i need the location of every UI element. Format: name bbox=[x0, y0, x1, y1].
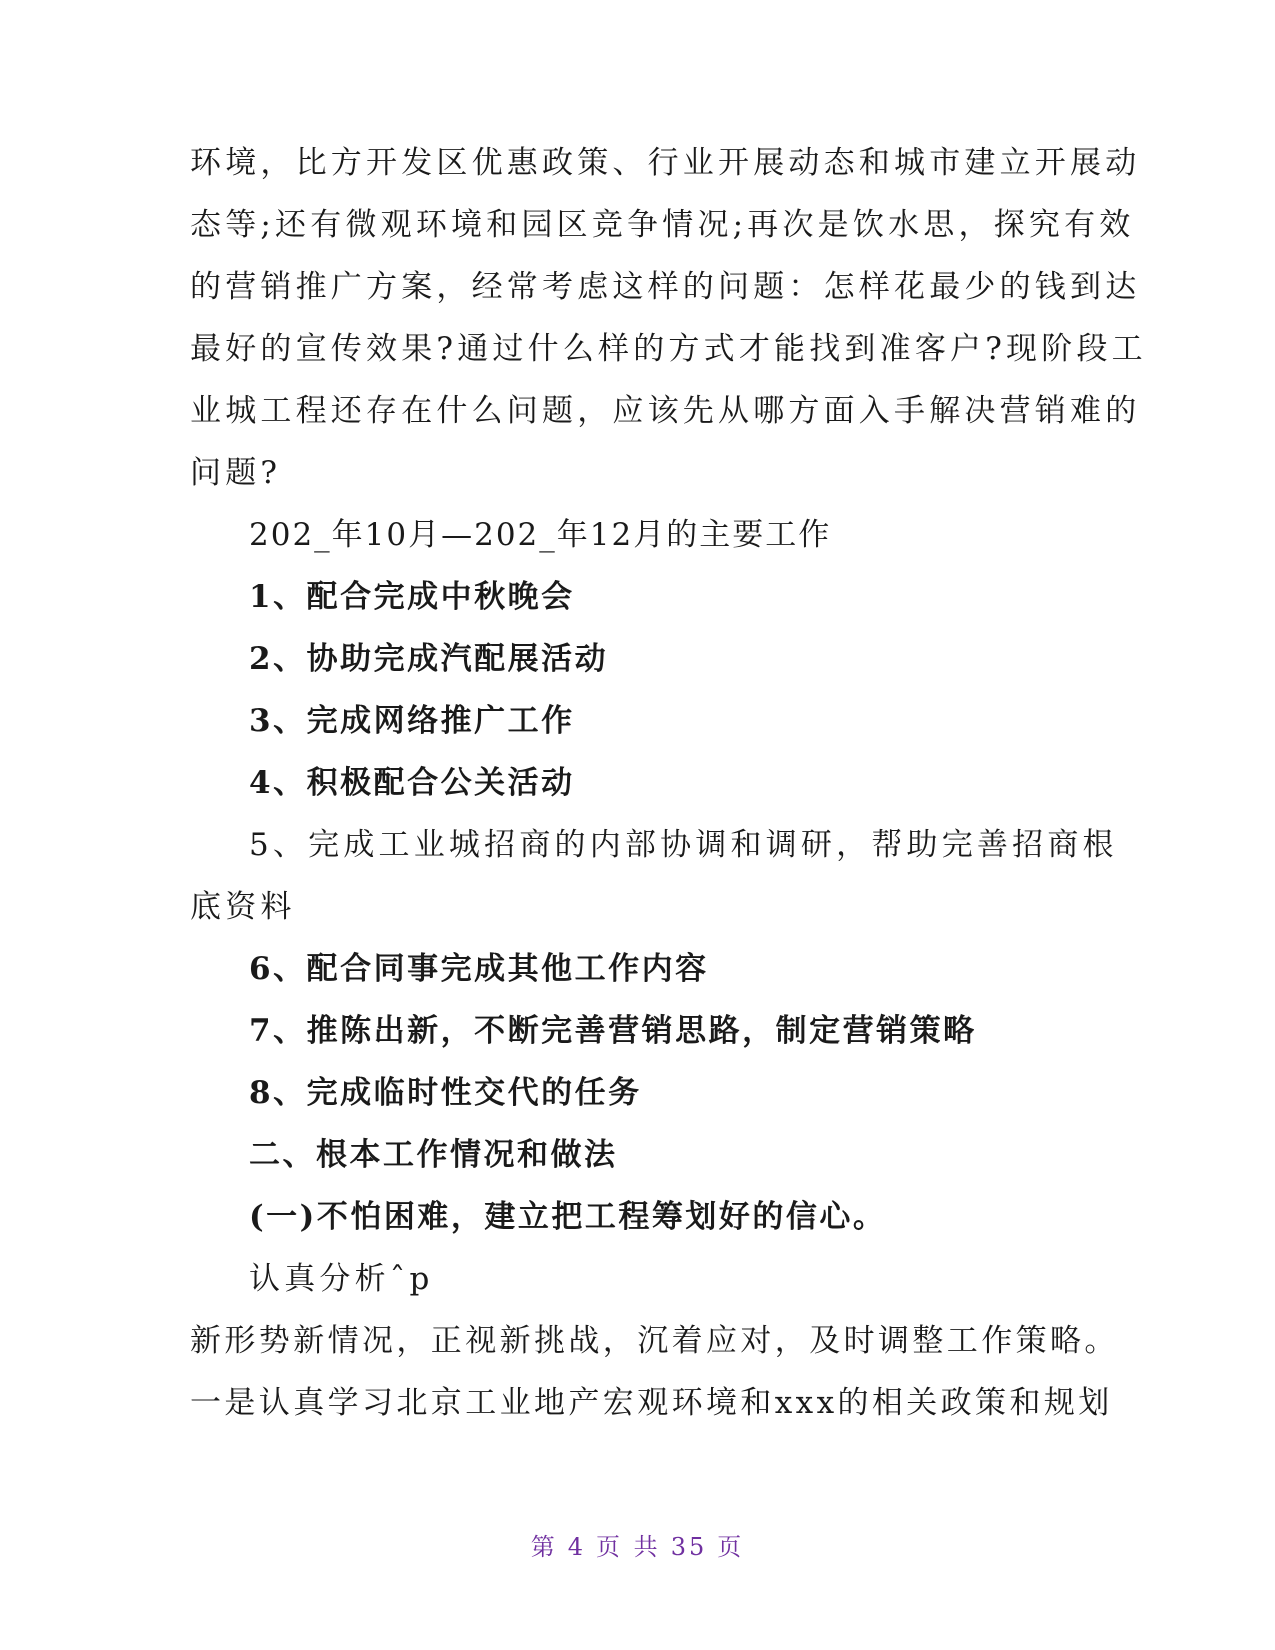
task-item-5: 5、完成工业城招商的内部协调和调研，帮助完善招商根 bbox=[249, 827, 1118, 863]
schedule-heading: 202_年10月—202_年12月的主要工作 bbox=[249, 517, 832, 553]
body-line-study: 一是认真学习北京工业地产宏观环境和xxx的相关政策和规划 bbox=[190, 1385, 1113, 1421]
footer-total-pages: 35 bbox=[670, 1533, 708, 1561]
footer-prefix: 第 bbox=[530, 1533, 558, 1561]
body-line-6: 问题? bbox=[190, 455, 282, 491]
footer-suffix: 页 bbox=[717, 1533, 745, 1561]
footer-middle: 页 共 bbox=[596, 1533, 661, 1561]
task-item-5-continued: 底资料 bbox=[190, 889, 296, 925]
body-line-analysis: 认真分析ˆp bbox=[249, 1261, 434, 1297]
body-line-4: 最好的宣传效果?通过什么样的方式才能找到准客户?现阶段工 bbox=[190, 331, 1147, 367]
body-line-situation: 新形势新情况，正视新挑战，沉着应对，及时调整工作策略。 bbox=[190, 1323, 1119, 1359]
section-heading: 二、根本工作情况和做法 bbox=[249, 1137, 618, 1173]
task-item-4: 4、积极配合公关活动 bbox=[249, 765, 575, 801]
task-item-6: 6、配合同事完成其他工作内容 bbox=[249, 951, 709, 987]
task-item-3: 3、完成网络推广工作 bbox=[249, 703, 575, 739]
page-footer bbox=[0, 1531, 1275, 1563]
subsection-heading: (一)不怕困难，建立把工程筹划好的信心。 bbox=[249, 1199, 887, 1235]
task-item-2: 2、协助完成汽配展活动 bbox=[249, 641, 609, 677]
task-item-7: 7、推陈出新，不断完善营销思路，制定营销策略 bbox=[249, 1013, 977, 1049]
footer-current-page: 4 bbox=[567, 1533, 587, 1561]
body-line-1: 环境，比方开发区优惠政策、行业开展动态和城市建立开展动 bbox=[190, 145, 1141, 181]
body-line-2: 态等;还有微观环境和园区竞争情况;再次是饮水思，探究有效 bbox=[190, 207, 1135, 243]
task-item-8: 8、完成临时性交代的任务 bbox=[249, 1075, 642, 1111]
body-line-3: 的营销推广方案，经常考虑这样的问题：怎样花最少的钱到达 bbox=[190, 269, 1141, 305]
body-line-5: 业城工程还存在什么问题，应该先从哪方面入手解决营销难的 bbox=[190, 393, 1141, 429]
task-item-1: 1、配合完成中秋晚会 bbox=[249, 579, 575, 615]
